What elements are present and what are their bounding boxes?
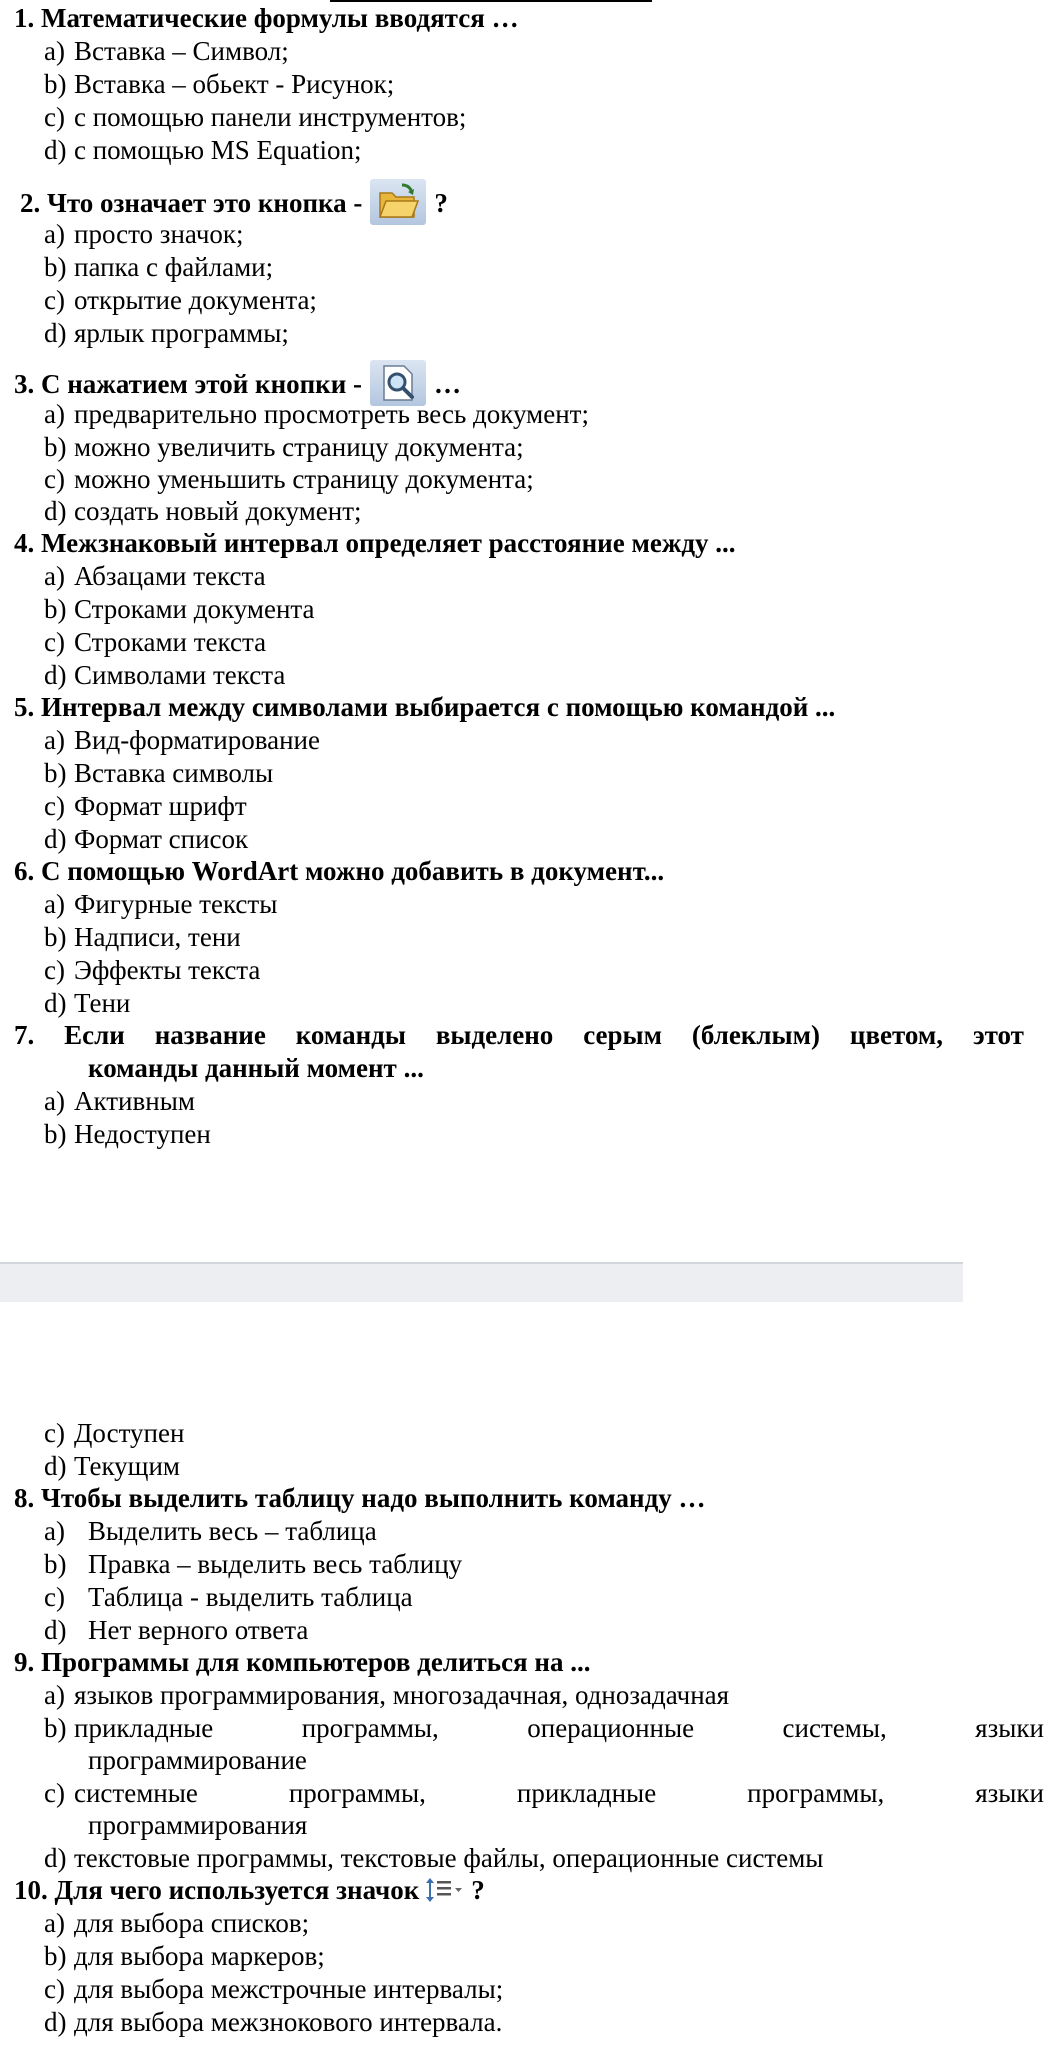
q1-option-a: a) Вставка – Символ; xyxy=(44,36,289,66)
q7-option-d: d) Текущим xyxy=(44,1451,181,1481)
q8-option-a: a) Выделить весь – таблица xyxy=(44,1516,377,1546)
question-9: 9. Программы для компьютеров делиться на ... xyxy=(14,1647,591,1677)
q6-option-d: d) Тени xyxy=(44,988,131,1018)
q9-option-b-continued: программирование xyxy=(88,1745,307,1775)
open-folder-icon xyxy=(370,179,426,225)
question-6: 6. С помощью WordArt можно добавить в документ... xyxy=(14,856,665,886)
line-spacing-icon xyxy=(425,1875,465,1905)
q8-option-d: d) Нет верного ответа xyxy=(44,1615,309,1645)
question-10: 10. Для чего используется значок ? xyxy=(14,1875,485,1905)
q4-option-a: a) Абзацами текста xyxy=(44,561,266,591)
q1-option-d: d) с помощью MS Equation; xyxy=(44,135,362,165)
question-5: 5. Интервал между символами выбирается с помощью командой ... xyxy=(14,692,836,722)
q4-option-d: d) Символами текста xyxy=(44,660,286,690)
q9-option-c: c) системные программы, прикладные программы, языки xyxy=(44,1778,1044,1808)
q10-option-b: b) для выбора маркеров; xyxy=(44,1941,325,1971)
q2-option-d: d) ярлык программы; xyxy=(44,318,289,348)
q7-option-b: b) Недоступен xyxy=(44,1119,211,1149)
q2-option-a: a) просто значок; xyxy=(44,219,244,249)
q5-option-d: d) Формат список xyxy=(44,824,249,854)
question-1: 1. Математические формулы вводятся … xyxy=(14,3,519,33)
q10-option-c: c) для выбора межстрочные интервалы; xyxy=(44,1974,504,2004)
q1-option-b: b) Вставка – обьект - Рисунок; xyxy=(44,69,395,99)
q9-option-c-continued: программирования xyxy=(88,1810,308,1840)
q2-option-b: b) папка с файлами; xyxy=(44,252,274,282)
q5-option-b: b) Вставка символы xyxy=(44,758,274,788)
question-8: 8. Чтобы выделить таблицу надо выполнить команду … xyxy=(14,1483,706,1513)
q3-option-a: a) предварительно просмотреть весь документ; xyxy=(44,399,589,429)
q3-option-c: c) можно уменьшить страницу документа; xyxy=(44,464,534,494)
q9-option-d: d) текстовые программы, текстовые файлы, операционные системы xyxy=(44,1843,824,1873)
q10-option-d: d) для выбора межзнокового интервала. xyxy=(44,2007,503,2037)
question-7: 7. Если название команды выделено серым (блеклым) цветом, этот xyxy=(14,1020,1024,1050)
question-4: 4. Межзнаковый интервал определяет расстояние между ... xyxy=(14,528,736,558)
q5-option-c: c) Формат шрифт xyxy=(44,791,247,821)
q4-option-b: b) Строками документа xyxy=(44,594,315,624)
q7-option-c: c) Доступен xyxy=(44,1418,185,1448)
question-3: 3. С нажатием этой кнопки - … xyxy=(14,364,461,396)
question-2: 2. Что означает это кнопка - ? xyxy=(20,183,448,215)
q6-option-c: c) Эффекты текста xyxy=(44,955,261,985)
q2-option-c: c) открытие документа; xyxy=(44,285,317,315)
q9-option-a: a) языков программирования, многозадачная, однозадачная xyxy=(44,1680,730,1710)
q3-option-d: d) создать новый документ; xyxy=(44,496,362,526)
q7-option-a: a) Активным xyxy=(44,1086,195,1116)
q4-option-c: c) Строками текста xyxy=(44,627,267,657)
q5-option-a: a) Вид-форматирование xyxy=(44,725,320,755)
q6-option-a: a) Фигурные тексты xyxy=(44,889,278,919)
q8-option-c: c) Таблица - выделить таблица xyxy=(44,1582,413,1612)
document-page-2 xyxy=(0,1300,1044,2049)
q10-option-a: a) для выбора списков; xyxy=(44,1908,310,1938)
q8-option-b: b) Правка – выделить весь таблицу xyxy=(44,1549,463,1579)
q1-option-c: c) с помощью панели инструментов; xyxy=(44,102,467,132)
question-7-continued: команды данный момент ... xyxy=(88,1053,424,1083)
page-break-gap xyxy=(0,1262,963,1302)
q6-option-b: b) Надписи, тени xyxy=(44,922,241,952)
q3-option-b: b) можно увеличить страницу документа; xyxy=(44,432,524,462)
q9-option-b: b) прикладные программы, операционные системы, языки xyxy=(44,1713,1044,1743)
